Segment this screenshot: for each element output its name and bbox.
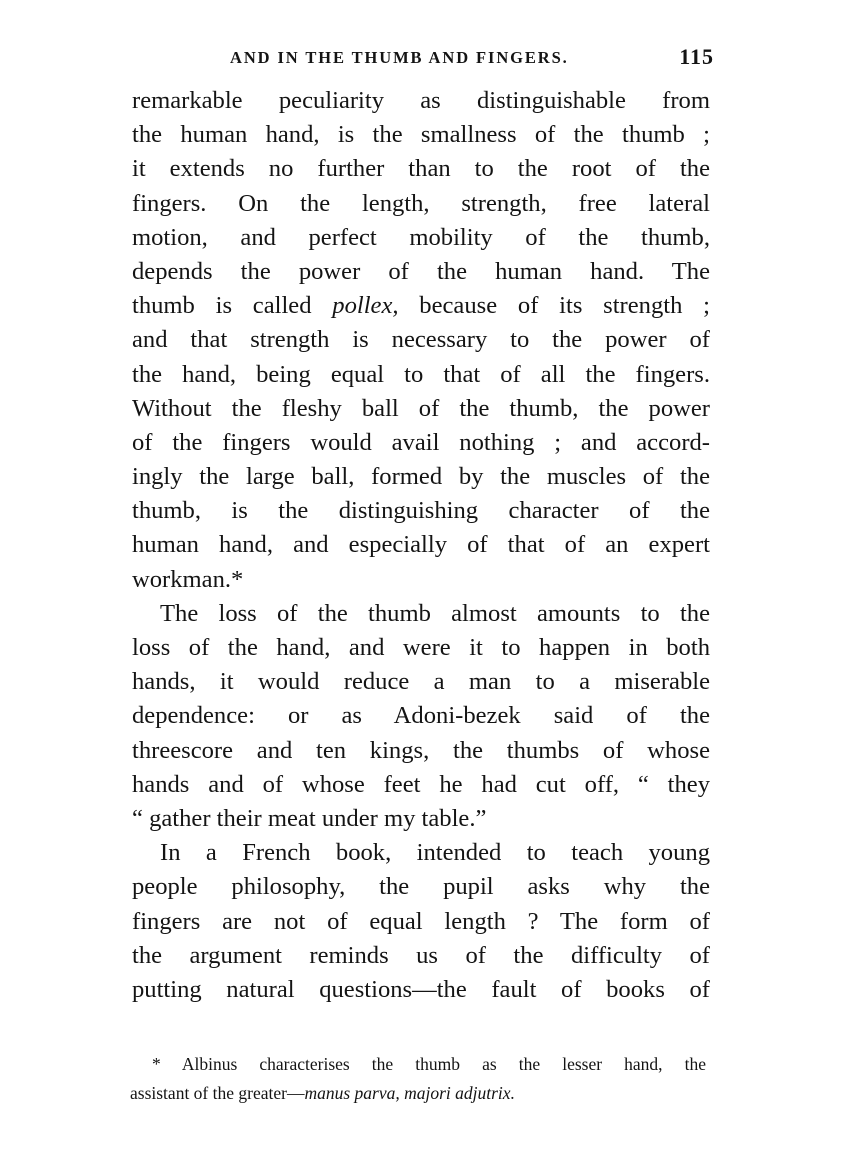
text-line: it extends no further than to the root of the [132, 155, 710, 183]
text-line: fingers are not of equal length ? The form of [132, 907, 710, 935]
text-line: loss of the hand, and were it to happen in both [132, 634, 710, 661]
text-line: The loss of the thumb almost amounts to the [160, 599, 710, 627]
text-line: remarkable peculiarity as distinguishable from [132, 87, 710, 114]
footnote-line: * Albinus characterises the thumb as the lesser hand, the [152, 1054, 706, 1074]
footnote-line [130, 1079, 706, 1108]
running-head [132, 44, 714, 74]
text-line: ingly the large ball, formed by the muscles of the [132, 463, 710, 491]
text-line: In a French book, intended to teach young [160, 839, 710, 867]
text-line: Without the fleshy ball of the thumb, the power [132, 394, 710, 422]
text-line: hands and of whose feet he had cut off, “ they [132, 770, 710, 798]
text-line: and that strength is necessary to the power of [132, 326, 710, 354]
text-line: hands, it would reduce a man to a miserable [132, 668, 710, 696]
text-line: human hand, and especially of that of an expert [132, 531, 710, 559]
body-text [132, 84, 710, 1007]
text-line: dependence: or as Adoni-bezek said of the [132, 702, 710, 730]
running-title: AND IN THE THUMB AND FINGERS. [230, 48, 569, 67]
text-line [132, 289, 710, 323]
latin-term: pollex, [332, 292, 399, 320]
text-line: depends the power of the human hand. The [132, 257, 710, 285]
text-line: putting natural questions—the fault of books of [132, 975, 710, 1003]
text-line: threescore and ten kings, the thumbs of whose [132, 736, 710, 764]
page-number: 115 [679, 44, 714, 69]
text-line: thumb, is the distinguishing character of the [132, 497, 710, 525]
footnote-segment: assistant of the greater— [130, 1083, 305, 1103]
text-line: the human hand, is the smallness of the thumb ; [132, 121, 710, 149]
text-line: the argument reminds us of the difficulty of [132, 941, 710, 969]
latin-quote: manus parva, majori adjutrix. [304, 1083, 515, 1103]
text-line: workman.* [132, 565, 244, 593]
text-line: the hand, being equal to that of all the fingers. [132, 360, 710, 388]
text-line: fingers. On the length, strength, free lateral [132, 189, 710, 217]
text-line: of the fingers would avail nothing ; and accord- [132, 428, 710, 456]
text-segment: thumb is called [132, 292, 333, 320]
text-segment: because of its strength ; [398, 292, 710, 320]
text-line: motion, and perfect mobility of the thumb, [132, 223, 710, 251]
text-line: people philosophy, the pupil asks why the [132, 873, 710, 901]
text-line: “ gather their meat under my table.” [132, 804, 487, 832]
footnote [130, 1050, 706, 1108]
